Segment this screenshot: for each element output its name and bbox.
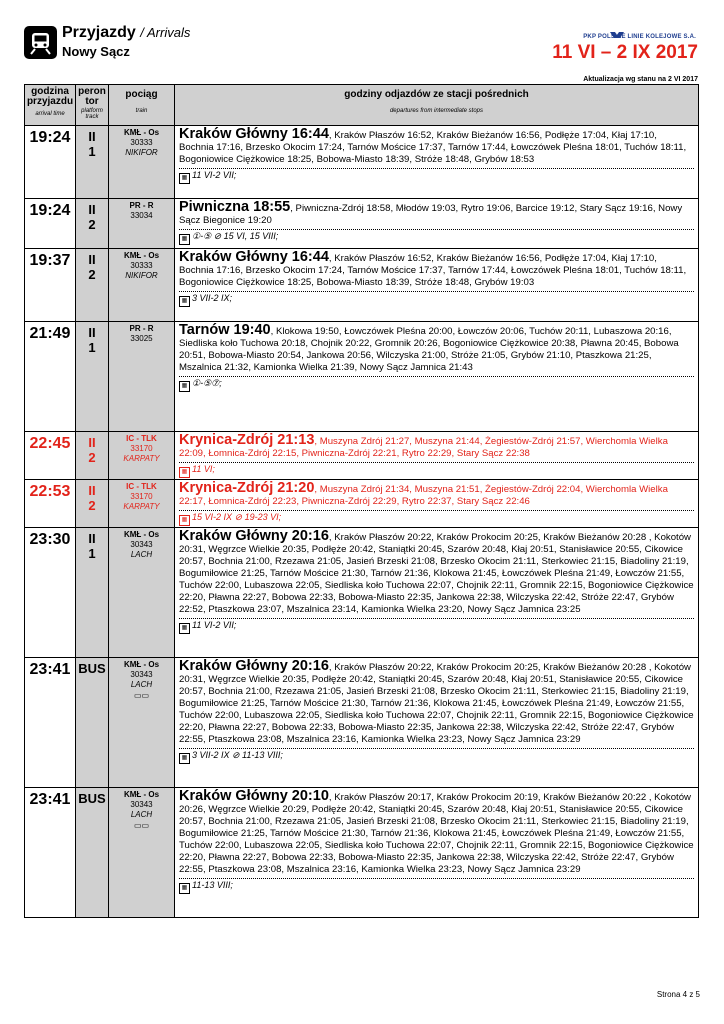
train-info xyxy=(109,322,175,432)
title-subtitle: / Arrivals xyxy=(140,25,191,40)
intermediate-stops: , Kraków Płaszów 16:52, Kraków Bieżanów 16:56, Podłęże 17:04, Kłaj 17:10, Bochnia 17:16, Brzesko Okocim 17:24, Tarnów Mościce 17:37, Tarnów 17:44, Łowczówek Pleśna 18:01, Tuchów 18:11, Bogoniowice Ciężkowice 18:25, Bobowa-Miasto 18:39, Stróże 18:48, Grybów 19:03 xyxy=(179,253,687,288)
intermediate-stops: , Piwniczna-Zdrój 18:58, Młodów 19:03, Rytro 19:06, Barcice 19:12, Stary Sącz 19:16, Nowy Sącz Biegonice 19:20 xyxy=(179,203,683,226)
train-number: 33025 xyxy=(130,334,153,343)
title-text: Przyjazdy xyxy=(62,24,136,41)
origin-station: Piwniczna 18:55 xyxy=(179,199,291,215)
platform-number: BUS xyxy=(78,661,106,676)
platform-track xyxy=(76,788,109,918)
operating-days-text: 11 VI-2 VII; xyxy=(192,170,237,180)
origin-station: Kraków Główny 16:44 xyxy=(179,249,329,265)
operating-days-text: 11 VI-2 VII; xyxy=(192,620,237,630)
route-cell xyxy=(175,528,699,658)
operating-days xyxy=(179,748,694,762)
route-stops xyxy=(179,324,694,374)
platform-number: BUS xyxy=(78,791,106,806)
train-category: PR - R xyxy=(129,324,154,333)
operating-days-text: ①-⑤⑦; xyxy=(192,378,222,388)
arrival-time xyxy=(25,126,76,199)
table-row xyxy=(25,126,699,199)
calendar-icon: ▦ xyxy=(179,515,190,526)
origin-station: Kraków Główny 20:10 xyxy=(179,788,329,804)
arrival-time xyxy=(25,658,76,788)
operating-days xyxy=(179,376,694,390)
track-number: 2 xyxy=(88,217,96,232)
train-name: LACH xyxy=(130,550,153,559)
track-number: 1 xyxy=(88,546,96,561)
origin-station: Kraków Główny 20:16 xyxy=(179,658,329,674)
route-cell xyxy=(175,480,699,528)
route-stops xyxy=(179,128,694,166)
table-row xyxy=(25,788,699,918)
calendar-icon: ▦ xyxy=(179,173,190,184)
intermediate-stops: , Muszyna Zdrój 21:34, Muszyna 21:51, Żegiestów-Zdrój 22:04, Wierchomla Wielka 22:17, Łomnica-Zdrój 22:23, Piwniczna-Zdrój 22:29, Rytro 22:37, Stary Sącz 22:46 xyxy=(179,484,668,507)
platform-track xyxy=(76,528,109,658)
train-info xyxy=(109,528,175,658)
table-row xyxy=(25,432,699,480)
train-info xyxy=(109,249,175,322)
track-number: 1 xyxy=(88,340,96,355)
arrival-time-value: 19:24 xyxy=(29,129,71,146)
arrival-time xyxy=(25,432,76,480)
operating-days xyxy=(179,168,694,182)
train-name: KARPATY xyxy=(123,454,160,463)
platform-track xyxy=(76,249,109,322)
operating-days xyxy=(179,618,694,632)
route-cell xyxy=(175,322,699,432)
train-number: 30343 xyxy=(130,540,153,549)
col-header-train: pociąg train xyxy=(109,85,175,126)
train-category: KMŁ - Os xyxy=(123,530,160,539)
platform-track xyxy=(76,322,109,432)
train-category: KMŁ - Os xyxy=(123,790,160,799)
route-cell xyxy=(175,658,699,788)
route-stops xyxy=(179,251,694,289)
intermediate-stops: , Kraków Płaszów 16:52, Kraków Bieżanów 16:56, Podłęże 17:04, Kłaj 17:10, Bochnia 17:16, Brzesko Okocim 17:24, Tarnów Mościce 17:37, Tarnów 17:44, Łowczówek Pleśna 18:01, Tuchów 18:11, Bogoniowice Ciężkowice 18:25, Bobowa-Miasto 18:39, Stróże 18:48, Grybów 18:53 xyxy=(179,130,687,165)
operating-days-text: 3 VII-2 IX ⊘ 11-13 VIII; xyxy=(192,750,283,760)
train-category: PR - R xyxy=(129,201,154,210)
arrival-time-value: 22:53 xyxy=(29,483,71,500)
arrival-time-value: 19:37 xyxy=(29,252,71,269)
train-category: KMŁ - Os xyxy=(123,251,160,260)
platform-number: II xyxy=(88,129,96,144)
route-stops xyxy=(179,482,694,508)
arrival-time-value: 23:41 xyxy=(29,791,71,808)
route-cell xyxy=(175,126,699,199)
route-cell xyxy=(175,788,699,918)
platform-number: II xyxy=(88,252,96,267)
operating-days-text: ①-⑤ ⊘ 15 VI, 15 VIII; xyxy=(192,231,279,241)
table-row xyxy=(25,658,699,788)
platform-track xyxy=(76,126,109,199)
arrival-time-value: 22:45 xyxy=(29,435,71,452)
track-number: 2 xyxy=(88,267,96,282)
track-number: 2 xyxy=(88,450,96,465)
arrival-time xyxy=(25,528,76,658)
train-number: 30333 xyxy=(130,138,153,147)
route-stops xyxy=(179,201,694,227)
operating-days-text: 15 VI-2 IX ⊘ 19-23 VI; xyxy=(192,512,282,522)
route-stops xyxy=(179,660,694,746)
operating-days-text: 3 VII-2 IX; xyxy=(192,293,233,303)
bus-icon: ▭▭ xyxy=(133,691,150,700)
origin-station: Krynica-Zdrój 21:13 xyxy=(179,432,315,448)
train-name: NIKIFOR xyxy=(125,148,158,157)
arrival-time-value: 19:24 xyxy=(29,202,71,219)
arrival-time xyxy=(25,480,76,528)
platform-track xyxy=(76,480,109,528)
train-info xyxy=(109,658,175,788)
train-name: LACH xyxy=(130,680,153,689)
route-cell xyxy=(175,249,699,322)
train-info xyxy=(109,199,175,249)
operating-days xyxy=(179,291,694,305)
platform-track xyxy=(76,658,109,788)
train-category: IC - TLK xyxy=(126,434,157,443)
arrival-time-value: 23:30 xyxy=(29,531,71,548)
operating-days xyxy=(179,878,694,892)
page-header xyxy=(24,24,700,74)
train-number: 30333 xyxy=(130,261,153,270)
calendar-icon: ▦ xyxy=(179,296,190,307)
table-row xyxy=(25,480,699,528)
train-name: LACH xyxy=(130,810,153,819)
platform-number: II xyxy=(88,531,96,546)
train-category: KMŁ - Os xyxy=(123,128,160,137)
calendar-icon: ▦ xyxy=(179,381,190,392)
table-row xyxy=(25,528,699,658)
operating-days xyxy=(179,229,694,243)
page-number: Strona 4 z 5 xyxy=(656,990,700,999)
intermediate-stops: , Kraków Płaszów 20:22, Kraków Prokocim 20:25, Kraków Bieżanów 20:28 , Kokotów 20:31, Węgrzce Wielkie 20:35, Podłęże 20:42, Staniątki 20:45, Szarów 20:48, Kłaj 20:51, Stanisławice 20:55, Cikowice 20:57, Bochnia 21:00, Rzezawa 21:05, Jasień Brzeski 21:08, Brzesko Okocim 21:11, Sterkowiec 21:15, Biadoliny 21:19, Bogumiłowice 21:25, Tarnów Mościce 21:30, Tarnów 21:36, Klokowa 21:45, Łowczówek Pleśna 21:49, Łowczów 21:55, Tuchów 22:00, Lubaszowa 22:05, Siedliska koło Tuchowa 22:07, Chojnik 22:11, Gromnik 22:15, Bogoniowice Ciężkowice 22:20, Pławna 22:27, Bobowa 22:33, Bobowa-Miasto 22:35, Jankowa 22:38, Wilczyska 22:42, Stróże 22:47, Grybów 22:52, Ptaszkowa 23:07, Mszalnica 23:14, Kamionka Wielka 23:20, Nowy Sącz Jamnica 23:25 xyxy=(179,532,694,615)
intermediate-stops: , Kraków Płaszów 20:17, Kraków Prokocim 20:19, Kraków Bieżanów 20:22 , Kokotów 20:26, Węgrzce Wielkie 20:29, Podłęże 20:42, Staniątki 20:45, Szarów 20:48, Kłaj 20:51, Stanisławice 20:55, Cikowice 20:57, Bochnia 21:00, Rzezawa 21:05, Jasień Brzeski 21:08, Brzesko Okocim 21:11, Sterkowiec 21:15, Biadoliny 21:19, Bogumiłowice 21:25, Tarnów Mościce 21:30, Tarnów 21:36, Klokowa 21:45, Łowczówek Pleśna 21:49, Łowczów 21:55, Tuchów 22:00, Lubaszowa 22:05, Siedliska koło Tuchowa 22:07, Chojnik 22:11, Gromnik 22:15, Bogoniowice Ciężkowice 22:20, Pławna 22:27, Bobowa 22:33, Bobowa-Miasto 22:35, Jankowa 22:38, Wilczyska 22:42, Stróże 22:47, Grybów 22:55, Ptaszkowa 23:08, Mszalnica 23:16, Kamionka Wielka 23:23, Nowy Sącz Jamnica 23:29 xyxy=(179,792,694,875)
route-cell xyxy=(175,432,699,480)
calendar-icon: ▦ xyxy=(179,883,190,894)
platform-number: II xyxy=(88,325,96,340)
origin-station: Tarnów 19:40 xyxy=(179,322,271,338)
platform-track xyxy=(76,199,109,249)
train-number: 33170 xyxy=(130,492,153,501)
origin-station: Krynica-Zdrój 21:20 xyxy=(179,480,315,496)
train-info xyxy=(109,432,175,480)
operating-days-text: 11 VI; xyxy=(192,464,215,474)
table-body xyxy=(25,126,699,918)
table-row xyxy=(25,249,699,322)
platform-track xyxy=(76,432,109,480)
col-header-time: godzina przyjazdu arrival time xyxy=(25,85,76,126)
train-name: KARPATY xyxy=(123,502,160,511)
train-info xyxy=(109,788,175,918)
train-category: KMŁ - Os xyxy=(123,660,160,669)
train-icon xyxy=(24,26,57,59)
operating-days xyxy=(179,510,694,524)
calendar-icon: ▦ xyxy=(179,753,190,764)
pkp-logo-icon xyxy=(610,26,624,34)
origin-station: Kraków Główny 20:16 xyxy=(179,528,329,544)
arrival-time xyxy=(25,788,76,918)
col-header-route: godziny odjazdów ze stacji pośrednich departures from intermediate stops xyxy=(175,85,699,126)
platform-number: II xyxy=(88,435,96,450)
arrival-time xyxy=(25,322,76,432)
calendar-icon: ▦ xyxy=(179,623,190,634)
arrival-time-value: 23:41 xyxy=(29,661,71,678)
train-number: 33170 xyxy=(130,444,153,453)
track-number: 1 xyxy=(88,144,96,159)
bus-icon: ▭▭ xyxy=(133,821,150,830)
intermediate-stops: , Muszyna Zdrój 21:27, Muszyna 21:44, Żegiestów-Zdrój 21:57, Wierchomla Wielka 22:09, Łomnica-Zdrój 22:15, Piwniczna-Zdrój 22:21, Rytro 22:29, Stary Sącz 22:38 xyxy=(179,436,668,459)
station-name: Nowy Sącz xyxy=(62,44,130,59)
validity-dates: 11 VI – 2 IX 2017 xyxy=(552,42,698,63)
route-cell xyxy=(175,199,699,249)
route-stops xyxy=(179,530,694,616)
table-row xyxy=(25,199,699,249)
origin-station: Kraków Główny 16:44 xyxy=(179,126,329,142)
pkp-logo-text: PKP POLSKIE LINIE KOLEJOWE S.A. xyxy=(583,34,696,40)
page-title xyxy=(62,24,190,42)
table-header-row xyxy=(25,85,699,126)
arrivals-table xyxy=(24,84,699,918)
train-number: 33034 xyxy=(130,211,153,220)
train-number: 30343 xyxy=(130,800,153,809)
train-info xyxy=(109,480,175,528)
route-stops xyxy=(179,790,694,876)
route-stops xyxy=(179,434,694,460)
update-note: Aktualizacja wg stanu na 2 VI 2017 xyxy=(583,76,698,83)
calendar-icon: ▦ xyxy=(179,234,190,245)
calendar-icon: ▦ xyxy=(179,467,190,478)
col-header-track: peron tor platform track xyxy=(76,85,109,126)
train-number: 30343 xyxy=(130,670,153,679)
platform-number: II xyxy=(88,202,96,217)
intermediate-stops: , Kraków Płaszów 20:22, Kraków Prokocim 20:25, Kraków Bieżanów 20:28 , Kokotów 20:31, Węgrzce Wielkie 20:35, Podłęże 20:42, Staniątki 20:45, Szarów 20:48, Kłaj 20:51, Stanisławice 20:55, Cikowice 20:57, Bochnia 21:00, Rzezawa 21:05, Jasień Brzeski 21:08, Brzesko Okocim 21:11, Sterkowiec 21:15, Biadoliny 21:19, Bogumiłowice 21:25, Tarnów Mościce 21:30, Tarnów 21:36, Klokowa 21:45, Łowczówek Pleśna 21:49, Łowczów 21:55, Tuchów 22:00, Lubaszowa 22:05, Siedliska koło Tuchowa 22:07, Chojnik 22:11, Gromnik 22:15, Bogoniowice Ciężkowice 22:20, Pławna 22:27, Bobowa 22:33, Bobowa-Miasto 22:35, Jankowa 22:38, Wilczyska 22:42, Stróże 22:47, Grybów 22:55, Ptaszkowa 23:08, Mszalnica 23:16, Kamionka Wielka 23:23, Nowy Sącz Jamnica 23:29 xyxy=(179,662,694,745)
train-info xyxy=(109,126,175,199)
arrival-time xyxy=(25,199,76,249)
train-name: NIKIFOR xyxy=(125,271,158,280)
table-row xyxy=(25,322,699,432)
track-number: 2 xyxy=(88,498,96,513)
arrival-time-value: 21:49 xyxy=(29,325,71,342)
arrival-time xyxy=(25,249,76,322)
operating-days xyxy=(179,462,694,476)
operating-days-text: 11-13 VIII; xyxy=(192,880,233,890)
platform-number: II xyxy=(88,483,96,498)
train-category: IC - TLK xyxy=(126,482,157,491)
intermediate-stops: , Klokowa 19:50, Łowczówek Pleśna 20:00, Łowczów 20:06, Tuchów 20:11, Lubaszowa 20:16, Siedliska koło Tuchowa 20:18, Chojnik 20:22, Gromnik 20:26, Bogoniowice Ciężkowice 20:38, Pławna 20:45, Bobowa 20:51, Bobowa-Miasto 20:54, Jankowa 20:56, Wilczyska 21:00, Stróże 21:05, Grybów 21:10, Ptaszkowa 21:25, Mszalnica 21:32, Kamionka Wielka 21:39, Nowy Sącz Jamnica 21:43 xyxy=(179,326,679,373)
